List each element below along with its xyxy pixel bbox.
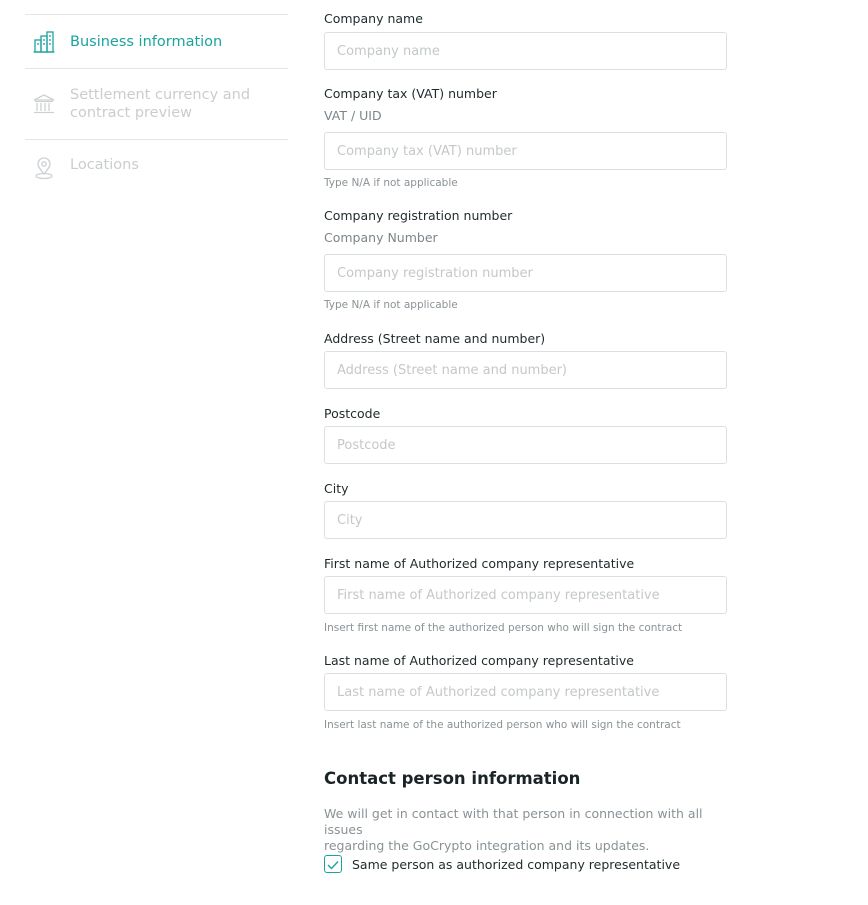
company-name-input[interactable] <box>324 32 727 70</box>
rep-first-name-input[interactable] <box>324 576 727 614</box>
checkmark-icon <box>327 855 339 874</box>
contact-description-line1: We will get in contact with that person in connection with all issues <box>324 806 703 837</box>
rep-last-name-label: Last name of Authorized company representative <box>324 653 634 668</box>
company-name-label: Company name <box>324 11 423 26</box>
sidebar-item-locations[interactable] <box>25 139 288 191</box>
registration-number-hint: Type N/A if not applicable <box>324 299 458 311</box>
city-label: City <box>324 481 349 496</box>
same-person-checkbox[interactable] <box>324 855 342 873</box>
location-pin-icon <box>33 156 55 180</box>
rep-last-name-hint: Insert last name of the authorized person who will sign the contract <box>324 719 681 731</box>
rep-last-name-input[interactable] <box>324 673 727 711</box>
sidebar-item-label-line1: Settlement currency and <box>70 87 251 103</box>
buildings-icon <box>33 30 55 54</box>
registration-number-input[interactable] <box>324 254 727 292</box>
city-field <box>324 481 728 497</box>
rep-first-name-field <box>324 556 728 634</box>
tax-number-hint: Type N/A if not applicable <box>324 177 458 189</box>
postcode-input[interactable] <box>324 426 727 464</box>
rep-last-name-field <box>324 653 728 731</box>
rep-first-name-hint: Insert first name of the authorized person who will sign the contract <box>324 622 683 634</box>
sidebar-item-label: Business information <box>70 33 223 50</box>
sidebar-item-label <box>70 86 250 122</box>
registration-number-sublabel: Company Number <box>324 230 438 245</box>
postcode-label: Postcode <box>324 406 381 421</box>
company-name-field <box>324 11 728 27</box>
contact-section-description <box>324 806 744 854</box>
registration-number-field <box>324 208 728 311</box>
sidebar-item-label-line2: contract preview <box>70 105 192 121</box>
registration-number-label: Company registration number <box>324 208 513 223</box>
address-label: Address (Street name and number) <box>324 331 546 346</box>
tax-number-input[interactable] <box>324 132 727 170</box>
city-input[interactable] <box>324 501 727 539</box>
sidebar <box>25 14 288 191</box>
sidebar-item-business-information[interactable] <box>25 14 288 68</box>
tax-number-field <box>324 86 728 189</box>
postcode-field <box>324 406 728 422</box>
rep-first-name-label: First name of Authorized company representative <box>324 556 635 571</box>
contact-section-title: Contact person information <box>324 769 581 788</box>
address-field <box>324 331 728 347</box>
same-person-label: Same person as authorized company representative <box>352 856 681 872</box>
tax-number-label: Company tax (VAT) number <box>324 86 497 101</box>
bank-icon <box>33 92 55 116</box>
tax-number-sublabel: VAT / UID <box>324 108 382 123</box>
same-person-checkbox-row[interactable] <box>324 855 680 873</box>
sidebar-item-label: Locations <box>70 157 139 173</box>
address-input[interactable] <box>324 351 727 389</box>
sidebar-item-settlement-currency[interactable] <box>25 68 288 139</box>
contact-description-line2: regarding the GoCrypto integration and its updates. <box>324 838 650 853</box>
